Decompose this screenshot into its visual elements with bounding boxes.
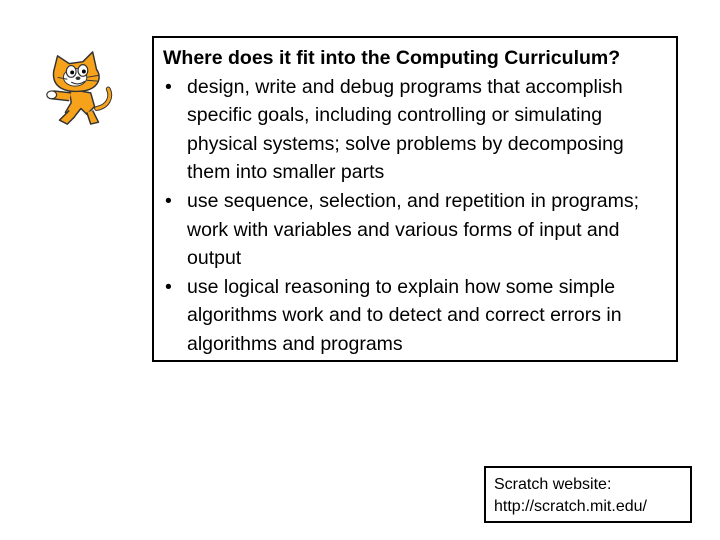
curriculum-bullet-list bbox=[163, 73, 668, 359]
bullet-text: use sequence, selection, and repetition in programs; work with variables and various forms of input and output bbox=[187, 189, 640, 270]
list-item bbox=[163, 187, 668, 273]
list-item bbox=[163, 273, 668, 359]
scratch-link-label: Scratch website: bbox=[494, 476, 612, 493]
curriculum-title: Where does it fit into the Computing Curriculum? bbox=[163, 47, 621, 69]
list-item bbox=[163, 73, 668, 187]
scratch-link-box bbox=[484, 466, 692, 523]
bullet-icon: • bbox=[165, 189, 172, 212]
scratch-cat-icon bbox=[40, 50, 118, 128]
bullet-text: design, write and debug programs that accomplish specific goals, including controlling or simulating physical systems; solve problems by decomposing them into smaller parts bbox=[187, 75, 624, 184]
curriculum-box bbox=[152, 36, 678, 362]
scratch-link-url[interactable]: http://scratch.mit.edu/ bbox=[494, 498, 647, 515]
bullet-text: use logical reasoning to explain how some simple algorithms work and to detect and correct errors in algorithms and programs bbox=[187, 275, 622, 355]
bullet-icon: • bbox=[165, 75, 172, 98]
bullet-icon: • bbox=[165, 275, 172, 298]
